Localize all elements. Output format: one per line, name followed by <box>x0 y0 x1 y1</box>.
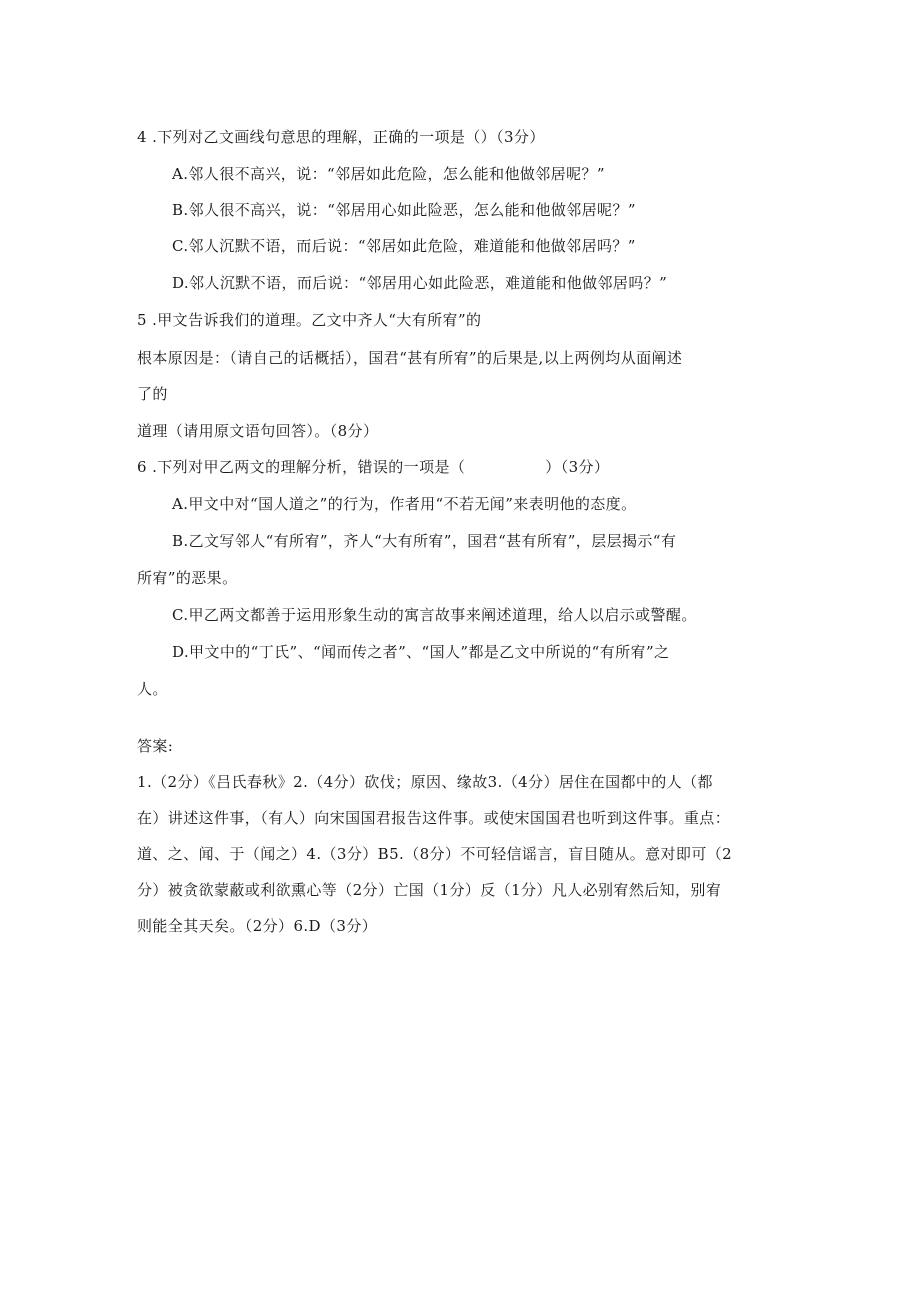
q6-option-b: B.乙文写邻人“有所宥”，齐人“大有所宥”，国君“甚有所宥”，层层揭示“有 <box>172 532 677 550</box>
answers-line-4: 分）被贪欲蒙蔽或利欲熏心等（2分）亡国（1分）反（1分）凡人必别宥然后知，别宥 <box>137 881 722 899</box>
q5-line-3: 了的 <box>137 385 168 403</box>
answers-line-3: 道、之、闻、于（闻之）4.（3分）B5.（8分）不可轻信谣言，盲目随从。意对即可（2 <box>137 845 733 863</box>
q5-line-4: 道理（请用原文语句回答）。（8分） <box>137 422 379 440</box>
q6-option-a: A.甲文中对“国人道之”的行为，作者用“不若无闻”来表明他的态度。 <box>172 495 637 513</box>
q4-option-d: D.邻人沉默不语，而后说：“邻居用心如此险恶，难道能和他做邻居吗？” <box>172 274 668 292</box>
q6-option-b-cont: 所宥”的恶果。 <box>137 569 238 587</box>
q6-stem-end: ）（3分） <box>545 458 610 476</box>
answers-line-1: 1.（2分）《吕氏春秋》2.（4分）砍伐；原因、缘故3.（4分）居住在国都中的人（都 <box>137 773 713 791</box>
q4-option-b: B.邻人很不高兴，说：“邻居用心如此险恶，怎么能和他做邻居呢？” <box>172 201 636 219</box>
q6-option-d: D.甲文中的“丁氏”、“闻而传之者”、“国人”都是乙文中所说的“有所宥”之 <box>172 643 670 661</box>
q4-stem: 4 .下列对乙文画线句意思的理解，正确的一项是（）（3分） <box>137 128 545 146</box>
q5-line-2: 根本原因是：（请自己的话概括），国君“甚有所宥”的后果是,以上两例均从面阐述 <box>137 349 683 367</box>
q6-option-c: C.甲乙两文都善于运用形象生动的寓言故事来阐述道理，给人以启示或警醒。 <box>172 606 697 624</box>
q6-option-d-cont: 人。 <box>137 680 168 698</box>
answers-line-2: 在）讲述这件事，（有人）向宋国国君报告这件事。或使宋国国君也听到这件事。重点： <box>137 809 731 827</box>
q6-stem-start: 6 .下列对甲乙两文的理解分析，错误的一项是（ <box>137 458 466 476</box>
q6-stem <box>137 457 609 477</box>
q4-option-a: A.邻人很不高兴，说：“邻居如此危险，怎么能和他做邻居呢？” <box>172 165 605 183</box>
answers-line-5: 则能全其天矣。（2分）6.D（3分） <box>137 917 378 935</box>
q5-line-1: 5 .甲文告诉我们的道理。乙文中齐人“大有所宥”的 <box>137 311 482 329</box>
answers-heading: 答案: <box>137 737 174 755</box>
q4-option-c: C.邻人沉默不语，而后说：“邻居如此危险，难道能和他做邻居吗？” <box>172 237 636 255</box>
